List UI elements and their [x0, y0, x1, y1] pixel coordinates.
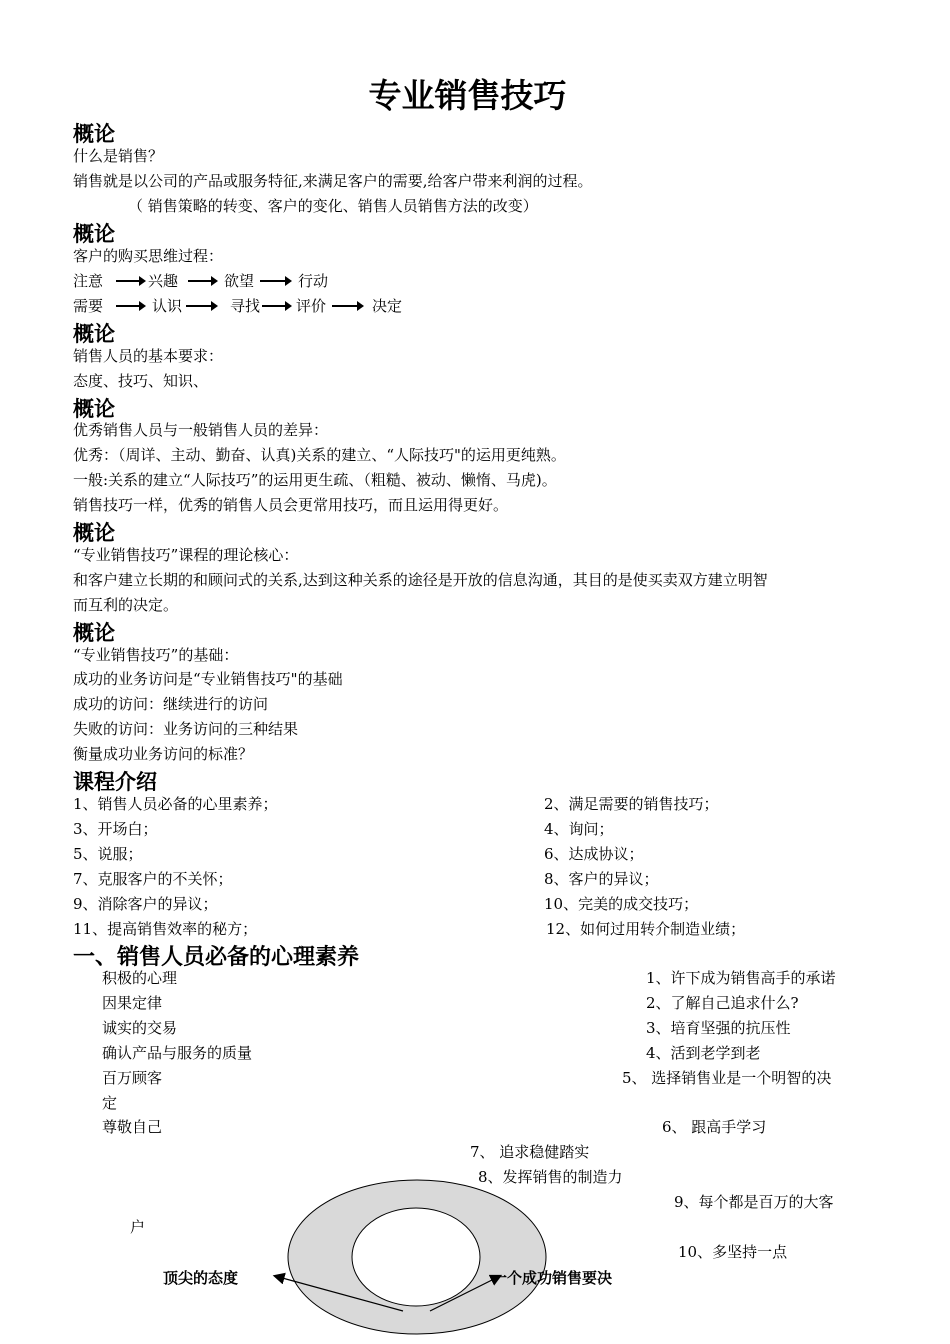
text-line: 衡量成功业务访问的标准？	[73, 745, 254, 763]
text-line: 销售就是以公司的产品或服务特征,来满足客户的需要,给客户带来利润的过程。	[73, 172, 593, 190]
text-line: 什么是销售？	[73, 147, 164, 165]
process-step: 决定	[372, 297, 403, 315]
outer-ring	[288, 1180, 546, 1334]
course-item: 7、克服客户的不关怀；	[73, 870, 233, 888]
course-item: 4、询问；	[544, 820, 614, 838]
course-item: 8、客户的异议；	[544, 870, 659, 888]
course-item: 3、开场白；	[73, 820, 158, 838]
text-line: “专业销售技巧”的基础：	[73, 646, 239, 664]
section-heading: 概论	[73, 222, 115, 246]
course-item: 11、提高销售效率的秘方；	[73, 920, 258, 938]
text-line: 失败的访问：业务访问的三种结果	[73, 720, 299, 738]
document-title: 专业销售技巧	[368, 76, 567, 115]
text-line: 优秀销售人员与一般销售人员的差异：	[73, 421, 329, 439]
process-step: 评价	[296, 297, 327, 315]
process-step: 注意	[73, 272, 104, 290]
section-heading: 概论	[73, 322, 115, 346]
course-item: 9、消除客户的异议；	[73, 895, 218, 913]
psych-item: 确认产品与服务的质量	[102, 1044, 253, 1062]
diagram-label-right: 一个成功销售要决	[492, 1269, 613, 1287]
section-heading: 课程介绍	[73, 770, 157, 794]
psych-item: 10、多坚持一点	[678, 1243, 788, 1261]
process-step: 寻找	[230, 297, 261, 315]
psych-item: 百万顾客	[102, 1069, 163, 1087]
psych-item: 积极的心理	[102, 969, 178, 987]
text-line: 一般:关系的建立“人际技巧”的运用更生疏、（粗糙、被动、懒惰、马虎)。	[73, 471, 557, 489]
psych-item: 8、发挥销售的制造力	[478, 1168, 623, 1186]
text-line: 而互利的决定。	[73, 596, 179, 614]
section-heading: 概论	[73, 122, 115, 146]
course-item: 6、达成协议；	[544, 845, 644, 863]
text-line: （ 销售策略的转变、客户的变化、销售人员销售方法的改变）	[128, 197, 538, 215]
text-line: 销售技巧一样，优秀的销售人员会更常用技巧，而且运用得更好。	[73, 496, 509, 514]
psych-item: 户	[130, 1218, 146, 1236]
text-line: 和客户建立长期的和顾问式的关系,达到这种关系的途径是开放的信息沟通，其目的是使买卖双方建立明智	[73, 571, 768, 589]
section-heading: 一、销售人员必备的心理素养	[73, 945, 360, 970]
psych-item: 诚实的交易	[102, 1019, 178, 1037]
psych-item: 因果定律	[102, 994, 163, 1012]
section-heading: 概论	[73, 397, 115, 421]
course-item: 12、如何过用转介制造业绩；	[546, 920, 746, 938]
text-line: 态度、技巧、知识、	[73, 372, 209, 390]
psych-item: 6、 跟高手学习	[662, 1118, 767, 1136]
process-step: 行动	[298, 272, 329, 290]
text-line: 销售人员的基本要求：	[73, 347, 224, 365]
psych-item: 9、每个都是百万的大客	[674, 1193, 834, 1211]
diagram-label-left: 顶尖的态度	[163, 1269, 239, 1287]
text-line: “专业销售技巧”课程的理论核心：	[73, 546, 299, 564]
process-step: 认识	[152, 297, 183, 315]
course-item: 10、完美的成交技巧；	[544, 895, 699, 913]
text-line: 客户的购买思维过程：	[73, 247, 224, 265]
psych-item: 4、活到老学到老	[646, 1044, 761, 1062]
psych-item: 3、培育坚强的抗压性	[646, 1019, 791, 1037]
text-line: 优秀：（周详、主动、勤奋、认真)关系的建立、“人际技巧"的运用更纯熟。	[73, 446, 566, 464]
section-heading: 概论	[73, 521, 115, 545]
course-item: 5、说服；	[73, 845, 143, 863]
psych-item: 2、了解自己追求什么?	[646, 994, 799, 1012]
psych-item: 1、许下成为销售高手的承诺	[646, 969, 836, 987]
text-line: 成功的访问：继续进行的访问	[73, 695, 269, 713]
text-line: 成功的业务访问是“专业销售技巧"的基础	[73, 670, 343, 688]
psych-item: 定	[102, 1094, 118, 1112]
section-heading: 概论	[73, 621, 115, 645]
course-item: 2、满足需要的销售技巧；	[544, 795, 719, 813]
psych-item: 7、 追求稳健踏实	[470, 1143, 590, 1161]
process-step: 兴趣	[148, 272, 179, 290]
process-step: 需要	[73, 297, 104, 315]
psych-item: 5、 选择销售业是一个明智的决	[622, 1069, 832, 1087]
course-item: 1、销售人员必备的心里素养；	[73, 795, 278, 813]
process-step: 欲望	[224, 272, 255, 290]
psych-item: 尊敬自己	[102, 1118, 163, 1136]
